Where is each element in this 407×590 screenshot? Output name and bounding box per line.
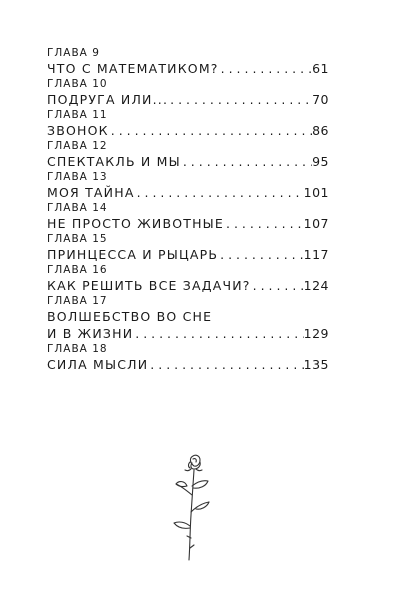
toc-entry (47, 139, 329, 170)
chapter-number: ГЛАВА 9 (47, 47, 100, 59)
chapter-title-line[interactable] (47, 122, 329, 139)
chapter-title: НЕ ПРОСТО ЖИВОТНЫЕ (47, 216, 225, 231)
chapter-title-line[interactable] (47, 277, 329, 294)
chapter-title: МОЯ ТАЙНА (47, 185, 135, 200)
chapter-number: ГЛАВА 16 (47, 264, 108, 276)
chapter-title: СИЛА МЫСЛИ (47, 357, 149, 372)
chapter-title-line[interactable] (47, 153, 329, 170)
dot-leader (148, 356, 303, 373)
chapter-number: ГЛАВА 12 (47, 140, 108, 152)
chapter-number: ГЛАВА 17 (47, 295, 108, 307)
chapter-title: ЗВОНОК (47, 123, 109, 138)
chapter-title-line[interactable] (47, 60, 329, 77)
chapter-title: ПРИНЦЕССА И РЫЦАРЬ (47, 247, 219, 262)
rose-icon (163, 450, 223, 562)
toc-entry (47, 170, 329, 201)
toc-entry (47, 263, 329, 294)
chapter-number: ГЛАВА 10 (47, 78, 108, 90)
table-of-contents (47, 46, 329, 373)
chapter-title: СПЕКТАКЛЬ И МЫ (47, 154, 181, 169)
page-number: 124 (303, 278, 329, 293)
chapter-title-line[interactable] (47, 325, 329, 342)
dot-leader (224, 215, 304, 232)
chapter-title-line[interactable] (47, 308, 329, 325)
toc-entry (47, 342, 329, 373)
chapter-title-continued: И В ЖИЗНИ (47, 326, 134, 341)
dot-leader (219, 60, 312, 77)
dot-leader (135, 184, 304, 201)
chapter-title: КАК РЕШИТЬ ВСЕ ЗАДАЧИ? (47, 278, 251, 293)
toc-entry (47, 294, 329, 342)
chapter-number: ГЛАВА 13 (47, 171, 108, 183)
dot-leader (133, 325, 303, 342)
dot-leader (218, 246, 304, 263)
page-number: 135 (303, 357, 329, 372)
page-number: 70 (312, 92, 329, 107)
toc-entry (47, 77, 329, 108)
dot-leader (168, 91, 312, 108)
page-number: 107 (303, 216, 329, 231)
dot-leader (181, 153, 312, 170)
chapter-title-line[interactable] (47, 91, 329, 108)
toc-entry (47, 201, 329, 232)
page-number: 61 (312, 61, 329, 76)
chapter-title: ПОДРУГА ИЛИ... (47, 92, 169, 107)
page-number: 101 (303, 185, 329, 200)
chapter-number: ГЛАВА 18 (47, 343, 108, 355)
toc-entry (47, 46, 329, 77)
page-number: 129 (303, 326, 329, 341)
chapter-number: ГЛАВА 11 (47, 109, 108, 121)
chapter-number: ГЛАВА 14 (47, 202, 108, 214)
toc-entry (47, 232, 329, 263)
chapter-title: ВОЛШЕБСТВО ВО СНЕ (47, 309, 213, 324)
dot-leader (251, 277, 304, 294)
toc-entry (47, 108, 329, 139)
page-number: 95 (312, 154, 329, 169)
dot-leader (109, 122, 312, 139)
chapter-title-line[interactable] (47, 356, 329, 373)
chapter-title-line[interactable] (47, 246, 329, 263)
page-number: 86 (312, 123, 329, 138)
chapter-title-line[interactable] (47, 184, 329, 201)
page-number: 117 (303, 247, 329, 262)
chapter-title-line[interactable] (47, 215, 329, 232)
chapter-number: ГЛАВА 15 (47, 233, 108, 245)
chapter-title: ЧТО С МАТЕМАТИКОМ? (47, 61, 219, 76)
